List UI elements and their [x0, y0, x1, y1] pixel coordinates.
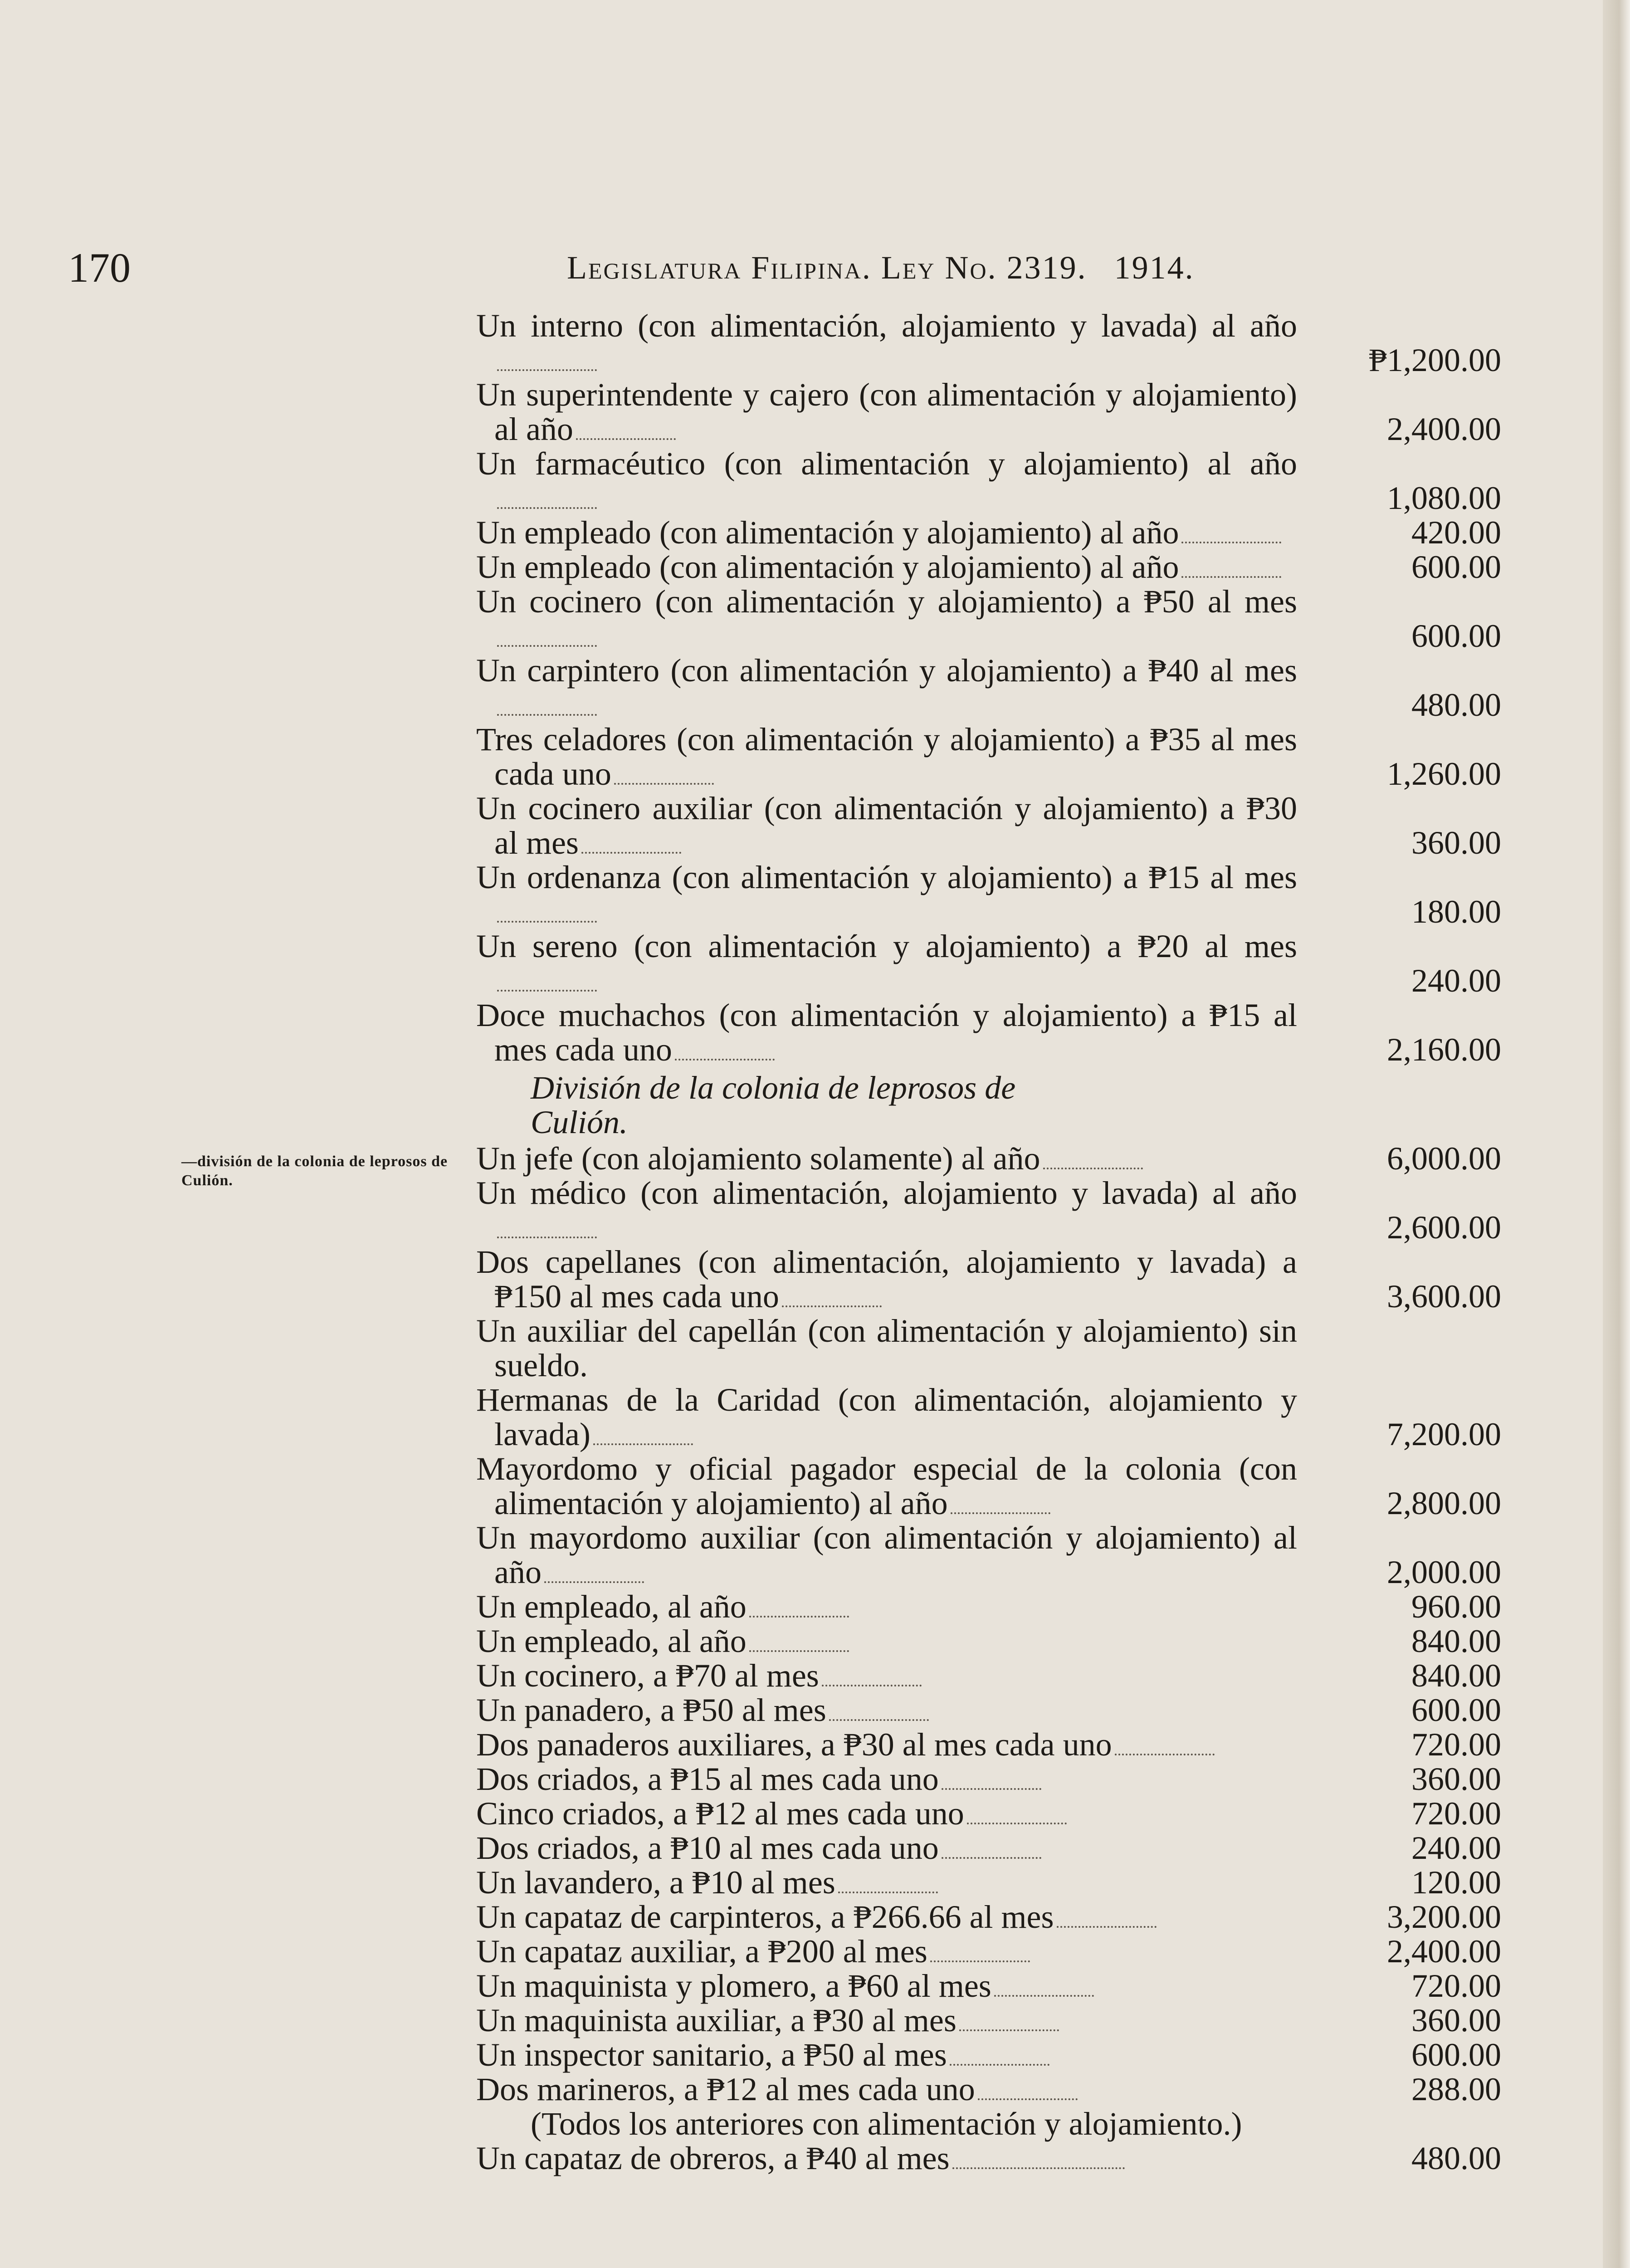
item-description [476, 1831, 1297, 1865]
dot-leader [782, 1305, 882, 1307]
dot-leader [994, 1995, 1094, 1997]
item-description [476, 308, 1297, 377]
list-item [476, 2038, 1501, 2072]
dot-leader [1181, 542, 1281, 543]
final-row-label: Un capataz de obreros, a ₱40 al mes [476, 2140, 950, 2176]
item-amount: 6,000.00 [1387, 1140, 1501, 1177]
running-head [567, 245, 1195, 290]
item-label: Un cocinero auxiliar (con alimentación y alojamiento) a ₱30 al mes [476, 790, 1297, 861]
dot-leader [544, 1581, 644, 1583]
list-item [476, 550, 1501, 584]
item-amount: ₱1,200.00 [1368, 342, 1501, 378]
item-amount: 120.00 [1411, 1864, 1501, 1901]
section-two-list [476, 1141, 1501, 2107]
item-amount: 2,000.00 [1387, 1554, 1501, 1590]
list-item [476, 1693, 1501, 1727]
item-description [476, 446, 1297, 515]
item-description [476, 550, 1297, 584]
section-heading-line-2: Culión. [531, 1104, 628, 1140]
list-item [476, 308, 1501, 377]
dot-leader [1115, 1754, 1215, 1755]
item-amount: 2,400.00 [1387, 411, 1501, 447]
item-label: Dos criados, a ₱10 al mes cada uno [476, 1830, 939, 1866]
item-description [476, 722, 1297, 791]
item-description [476, 1176, 1297, 1245]
dot-leader [581, 852, 681, 854]
dot-leader [497, 645, 597, 647]
item-label: Dos capellanes (con alimentación, alojamiento y lavada) a ₱150 al mes cada uno [476, 1244, 1297, 1315]
item-description [476, 929, 1297, 998]
list-item [476, 1865, 1501, 1900]
note-row [476, 2107, 1501, 2141]
item-label: Un auxiliar del capellán (con alimentación y alojamiento) sin sueldo. [476, 1313, 1297, 1383]
dot-leader [749, 1650, 849, 1652]
list-item [476, 2072, 1501, 2107]
item-label: Un capataz de carpinteros, a ₱266.66 al mes [476, 1899, 1054, 1935]
section-heading-line-1: División de la colonia de leprosos de [531, 1070, 1016, 1106]
item-description [476, 2003, 1297, 2038]
item-description [476, 1762, 1297, 1796]
item-description [476, 1452, 1297, 1520]
item-amount: 240.00 [1411, 963, 1501, 999]
item-amount: 720.00 [1411, 1726, 1501, 1763]
list-item [476, 1934, 1501, 1969]
item-description [476, 791, 1297, 860]
list-item [476, 1727, 1501, 1762]
dot-leader [593, 1443, 693, 1445]
list-item [476, 1831, 1501, 1865]
item-description [476, 1589, 1297, 1624]
dot-leader [838, 1892, 938, 1893]
item-description [476, 1314, 1297, 1383]
item-label: Doce muchachos (con alimentación y alojamiento) a ₱15 al mes cada uno [476, 997, 1297, 1068]
appropriation-list [476, 308, 1501, 2175]
dot-leader [952, 2167, 1125, 2169]
item-description [476, 1624, 1297, 1658]
item-description [476, 1900, 1297, 1934]
item-description [476, 584, 1297, 653]
item-amount: 2,160.00 [1387, 1031, 1501, 1068]
item-amount: 3,200.00 [1387, 1899, 1501, 1935]
list-item [476, 584, 1501, 653]
item-amount: 480.00 [1411, 687, 1501, 723]
item-description [476, 1383, 1297, 1452]
item-label: Cinco criados, a ₱12 al mes cada uno [476, 1795, 964, 1832]
item-amount: 240.00 [1411, 1830, 1501, 1866]
item-amount: 180.00 [1411, 894, 1501, 930]
item-amount: 720.00 [1411, 1795, 1501, 1832]
note-text: (Todos los anteriores con alimentación y alojamiento.) [531, 2106, 1242, 2142]
dot-leader [497, 990, 597, 992]
item-label: Tres celadores (con alimentación y alojamiento) a ₱35 al mes cada uno [476, 721, 1297, 792]
dot-leader [675, 1059, 775, 1061]
item-label: Un maquinista y plomero, a ₱60 al mes [476, 1968, 991, 2004]
final-row-amount: 480.00 [1411, 2140, 1501, 2176]
item-amount: 2,800.00 [1387, 1485, 1501, 1521]
item-label: Un empleado, al año [476, 1589, 747, 1625]
item-label: Un farmacéutico (con alimentación y alojamiento) al año [476, 445, 1297, 482]
list-item [476, 1176, 1501, 1245]
item-description [476, 2072, 1297, 2107]
dot-leader [497, 921, 597, 923]
item-amount: 2,600.00 [1387, 1209, 1501, 1246]
item-description [476, 377, 1297, 446]
dot-leader [497, 714, 597, 716]
page-edge [1603, 0, 1630, 2268]
item-label: Un capataz auxiliar, a ₱200 al mes [476, 1933, 927, 1970]
dot-leader [942, 1788, 1041, 1790]
list-item [476, 860, 1501, 929]
dot-leader [967, 1823, 1067, 1824]
item-description [476, 1796, 1297, 1831]
dot-leader [614, 783, 714, 785]
item-label: Un empleado (con alimentación y alojamiento) al año [476, 514, 1179, 551]
list-item [476, 1383, 1501, 1452]
list-item [476, 998, 1501, 1067]
section-heading [458, 1070, 1311, 1139]
item-amount: 420.00 [1411, 514, 1501, 551]
item-description [476, 1727, 1297, 1762]
item-label: Un carpintero (con alimentación y alojamiento) a ₱40 al mes [476, 652, 1297, 689]
item-amount: 288.00 [1411, 2071, 1501, 2107]
list-item [476, 1452, 1501, 1520]
item-description [476, 1934, 1297, 1969]
item-label: Un superintendente y cajero (con alimentación y alojamiento) al año [476, 376, 1297, 447]
dot-leader [978, 2098, 1078, 2100]
item-label: Un cocinero, a ₱70 al mes [476, 1657, 819, 1694]
item-description [476, 1658, 1297, 1693]
item-amount: 840.00 [1411, 1623, 1501, 1659]
item-description [476, 1520, 1297, 1589]
dot-leader [1181, 576, 1281, 578]
item-label: Un ordenanza (con alimentación y alojamiento) a ₱15 al mes [476, 859, 1297, 895]
item-amount: 720.00 [1411, 1968, 1501, 2004]
item-label: Dos panaderos auxiliares, a ₱30 al mes cada uno [476, 1726, 1112, 1763]
dot-leader [930, 1960, 1030, 1962]
item-description [476, 1865, 1297, 1900]
item-label: Un sereno (con alimentación y alojamiento) a ₱20 al mes [476, 928, 1297, 964]
dot-leader [497, 1237, 597, 1238]
item-description [476, 1693, 1297, 1727]
dot-leader [1043, 1168, 1143, 1169]
list-item [476, 446, 1501, 515]
item-amount: 1,080.00 [1387, 480, 1501, 516]
dot-leader [497, 369, 597, 371]
item-label: Un cocinero (con alimentación y alojamiento) a ₱50 al mes [476, 583, 1297, 620]
item-amount: 960.00 [1411, 1589, 1501, 1625]
section-one-list [476, 308, 1501, 1067]
list-item [476, 1520, 1501, 1589]
dot-leader [829, 1719, 929, 1721]
item-amount: 360.00 [1411, 2002, 1501, 2038]
list-item [476, 1796, 1501, 1831]
list-item [476, 1141, 1501, 1176]
item-amount: 600.00 [1411, 618, 1501, 654]
dot-leader [942, 1857, 1041, 1859]
item-label: Un médico (con alimentación, alojamiento y lavada) al año [476, 1175, 1297, 1211]
dot-leader [959, 2029, 1059, 2031]
dot-leader [822, 1685, 922, 1686]
item-description [476, 1969, 1297, 2003]
item-amount: 600.00 [1411, 1692, 1501, 1728]
item-description [476, 1245, 1297, 1314]
list-item [476, 515, 1501, 550]
dot-leader [951, 1512, 1050, 1514]
item-label: Un maquinista auxiliar, a ₱30 al mes [476, 2002, 957, 2038]
item-amount: 600.00 [1411, 2037, 1501, 2073]
list-item [476, 377, 1501, 446]
list-item [476, 1314, 1501, 1383]
item-label: Mayordomo y oficial pagador especial de la colonia (con alimentación y alojamiento) al año [476, 1451, 1297, 1521]
item-description [476, 2038, 1297, 2072]
final-row-text [476, 2141, 1297, 2175]
item-amount: 360.00 [1411, 825, 1501, 861]
list-item [476, 791, 1501, 860]
running-year: 1914. [1114, 249, 1195, 286]
dot-leader [950, 2064, 1049, 2066]
list-item [476, 722, 1501, 791]
dot-leader [576, 438, 676, 440]
item-label: Un jefe (con alojamiento solamente) al año [476, 1140, 1040, 1177]
item-description [476, 998, 1297, 1067]
item-label: Un panadero, a ₱50 al mes [476, 1692, 826, 1728]
item-label: Un empleado, al año [476, 1623, 747, 1659]
item-label: Un mayordomo auxiliar (con alimentación y alojamiento) al año [476, 1520, 1297, 1590]
page-number: 170 [68, 244, 131, 291]
item-label: Un interno (con alimentación, alojamiento y lavada) al año [476, 308, 1297, 344]
item-amount: 600.00 [1411, 549, 1501, 585]
list-item [476, 1245, 1501, 1314]
item-amount: 2,400.00 [1387, 1933, 1501, 1970]
item-description [476, 860, 1297, 929]
item-description [476, 653, 1297, 722]
list-item [476, 1900, 1501, 1934]
list-item [476, 1624, 1501, 1658]
list-item [476, 929, 1501, 998]
item-amount: 1,260.00 [1387, 756, 1501, 792]
item-label: Dos marineros, a ₱12 al mes cada uno [476, 2071, 975, 2107]
list-item [476, 1969, 1501, 2003]
item-amount: 7,200.00 [1387, 1416, 1501, 1452]
item-label: Un lavandero, a ₱10 al mes [476, 1864, 835, 1901]
item-amount: 3,600.00 [1387, 1278, 1501, 1315]
dot-leader [497, 507, 597, 509]
item-label: Hermanas de la Caridad (con alimentación, alojamiento y lavada) [476, 1382, 1297, 1452]
list-item [476, 2003, 1501, 2038]
dot-leader [749, 1616, 849, 1618]
item-label: Un empleado (con alimentación y alojamiento) al año [476, 549, 1179, 585]
item-label: Un inspector sanitario, a ₱50 al mes [476, 2037, 947, 2073]
item-label: Dos criados, a ₱15 al mes cada uno [476, 1761, 939, 1797]
item-description [476, 1141, 1297, 1176]
dot-leader [1057, 1926, 1157, 1928]
final-row [476, 2141, 1501, 2175]
list-item [476, 653, 1501, 722]
list-item [476, 1589, 1501, 1624]
running-title: Legislatura Filipina. Ley No. 2319. [567, 249, 1087, 286]
item-description [476, 515, 1297, 550]
item-amount: 360.00 [1411, 1761, 1501, 1797]
list-item [476, 1762, 1501, 1796]
margin-note: —división de la colonia de leprosos de Culión. [181, 1153, 448, 1189]
list-item [476, 1658, 1501, 1693]
item-amount: 840.00 [1411, 1657, 1501, 1694]
